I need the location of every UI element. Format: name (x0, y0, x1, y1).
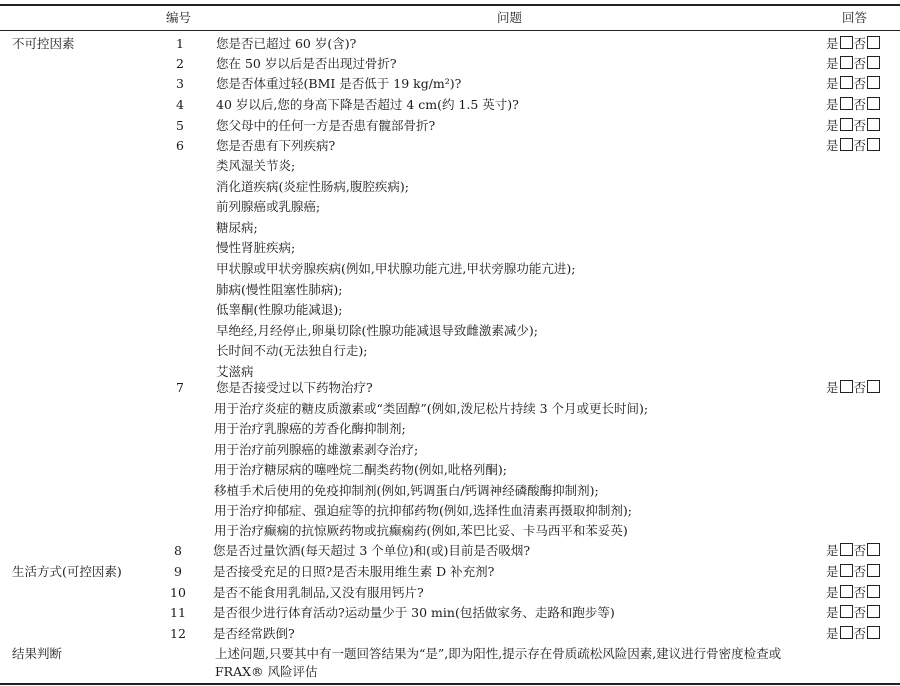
answer-no-label: 否 (853, 564, 867, 579)
answer-choice (826, 541, 881, 561)
answer-yes-label: 是 (826, 56, 839, 71)
yes-checkbox[interactable] (840, 380, 853, 393)
category-result: 结果判断 (12, 646, 63, 661)
disease-item: 消化道疾病(炎症性肠病,腹腔疾病); (216, 178, 409, 194)
header-rule (0, 30, 900, 31)
question-text: 是否接受充足的日照?是否未服用维生素 D 补充剂? (213, 564, 495, 579)
question-number: 4 (176, 97, 184, 112)
category-lifestyle: 生活方式(可控因素) (12, 564, 122, 579)
drug-item: 用于治疗抑郁症、强迫症等的抗抑郁药物(例如,选择性血清素再摄取抑制剂); (214, 503, 632, 518)
answer-no-label: 否 (853, 605, 867, 620)
question-number: 11 (170, 605, 186, 620)
answer-no-label: 否 (853, 380, 867, 395)
answer-no-label: 否 (853, 543, 867, 558)
drug-item: 用于治疗糖尿病的噻唑烷二酮类药物(例如,吡格列酮); (214, 462, 507, 478)
question-number: 3 (176, 76, 184, 91)
question-text: 您是否过量饮酒(每天超过 3 个单位)和(或)目前是否吸烟? (213, 543, 531, 558)
no-checkbox[interactable] (867, 36, 880, 49)
answer-choice (826, 378, 881, 398)
header-number: 编号 (166, 10, 192, 25)
answer-yes-label: 是 (826, 564, 839, 579)
answer-choice (826, 583, 881, 603)
answer-yes-label: 是 (826, 605, 839, 620)
yes-checkbox[interactable] (840, 76, 853, 89)
category-uncontrollable: 不可控因素 (12, 36, 75, 51)
disease-item: 慢性肾脏疾病; (216, 240, 296, 256)
no-checkbox[interactable] (867, 543, 880, 556)
question-number: 12 (170, 626, 186, 641)
question-text: 是否很少进行体育活动?运动量少于 30 min(包括做家务、走路和跑步等) (213, 605, 615, 620)
answer-yes-label: 是 (826, 36, 839, 51)
question-number: 2 (176, 56, 184, 71)
yes-checkbox[interactable] (840, 36, 853, 49)
answer-no-label: 否 (853, 97, 867, 112)
no-checkbox[interactable] (867, 585, 880, 598)
question-number: 10 (170, 585, 186, 600)
answer-choice (826, 34, 881, 54)
answer-choice (826, 95, 881, 115)
answer-no-label: 否 (853, 138, 867, 153)
answer-yes-label: 是 (826, 585, 839, 600)
answer-yes-label: 是 (826, 76, 839, 91)
question-number: 9 (174, 564, 182, 579)
answer-choice (826, 136, 881, 156)
yes-checkbox[interactable] (840, 56, 853, 69)
bottom-rule (0, 683, 900, 685)
question-text: 您是否患有下列疾病? (216, 138, 336, 153)
question-number: 6 (176, 138, 184, 153)
yes-checkbox[interactable] (840, 564, 853, 577)
no-checkbox[interactable] (867, 605, 880, 618)
answer-choice (826, 54, 881, 74)
answer-no-label: 否 (853, 118, 867, 133)
answer-no-label: 否 (853, 626, 867, 641)
drug-item: 移植手术后使用的免疫抑制剂(例如,钙调蛋白/钙调神经磷酸酶抑制剂); (214, 482, 599, 498)
drug-item: 用于治疗前列腺癌的雄激素剥夺治疗; (214, 441, 419, 457)
question-text: 您是否体重过轻(BMI 是否低于 19 kg/m²)? (216, 76, 462, 91)
question-number: 5 (176, 118, 184, 133)
no-checkbox[interactable] (867, 626, 880, 639)
disease-item: 长时间不动(无法独自行走); (216, 343, 368, 359)
answer-choice (826, 624, 881, 644)
question-number: 8 (174, 543, 182, 558)
yes-checkbox[interactable] (840, 97, 853, 110)
question-text: 是否不能食用乳制品,又没有服用钙片? (213, 585, 424, 600)
no-checkbox[interactable] (867, 380, 880, 393)
yes-checkbox[interactable] (840, 605, 853, 618)
drug-item: 用于治疗炎症的糖皮质激素或“类固醇”(例如,泼尼松片持续 3 个月或更长时间); (214, 401, 649, 416)
yes-checkbox[interactable] (840, 543, 853, 556)
answer-no-label: 否 (853, 56, 867, 71)
answer-choice (826, 116, 881, 136)
answer-choice (826, 603, 881, 623)
drug-item: 用于治疗癫痫的抗惊厥药物或抗癫痫药(例如,苯巴比妥、卡马西平和苯妥英) (214, 523, 628, 539)
disease-item: 早绝经,月经停止,卵巢切除(性腺功能减退导致雌激素减少); (216, 322, 538, 338)
yes-checkbox[interactable] (840, 585, 853, 598)
header-question: 问题 (497, 10, 523, 25)
disease-item: 甲状腺或甲状旁腺疾病(例如,甲状腺功能亢进,甲状旁腺功能亢进); (216, 261, 576, 276)
result-text-line2: FRAX® 风险评估 (215, 664, 318, 679)
question-text: 40 岁以后,您的身高下降是否超过 4 cm(约 1.5 英寸)? (216, 97, 519, 112)
disease-item: 艾滋病 (216, 364, 254, 379)
yes-checkbox[interactable] (840, 118, 853, 131)
answer-choice (826, 562, 881, 582)
question-text: 您父母中的任何一方是否患有髋部骨折? (216, 118, 436, 133)
disease-item: 类风湿关节炎; (216, 158, 296, 173)
answer-yes-label: 是 (826, 97, 839, 112)
question-number: 1 (176, 36, 184, 51)
disease-item: 前列腺癌或乳腺癌; (216, 199, 321, 215)
no-checkbox[interactable] (867, 564, 880, 577)
question-text: 您在 50 岁以后是否出现过骨折? (216, 56, 397, 71)
disease-item: 糖尿病; (216, 219, 258, 235)
answer-no-label: 否 (853, 36, 867, 51)
no-checkbox[interactable] (867, 118, 880, 131)
disease-item: 肺病(慢性阻塞性肺病); (216, 281, 343, 297)
question-number: 7 (176, 380, 184, 395)
answer-no-label: 否 (853, 585, 867, 600)
yes-checkbox[interactable] (840, 138, 853, 151)
question-text: 您是否已超过 60 岁(含)? (216, 36, 357, 51)
answer-yes-label: 是 (826, 380, 839, 395)
answer-yes-label: 是 (826, 626, 839, 641)
result-text-line1: 上述问题,只要其中有一题回答结果为“是”,即为阳性,提示存在骨质疏松风险因素,建议进行骨密度检查或 (215, 646, 782, 661)
question-text: 您是否接受过以下药物治疗? (216, 380, 373, 395)
no-checkbox[interactable] (867, 56, 880, 69)
answer-yes-label: 是 (826, 118, 839, 133)
disease-item: 低睾酮(性腺功能减退); (216, 302, 343, 318)
answer-choice (826, 74, 881, 94)
header-answer: 回答 (842, 10, 868, 25)
yes-checkbox[interactable] (840, 626, 853, 639)
no-checkbox[interactable] (867, 76, 880, 89)
no-checkbox[interactable] (867, 97, 880, 110)
no-checkbox[interactable] (867, 138, 880, 151)
answer-yes-label: 是 (826, 543, 839, 558)
answer-yes-label: 是 (826, 138, 839, 153)
question-text: 是否经常跌倒? (213, 626, 295, 641)
drug-item: 用于治疗乳腺癌的芳香化酶抑制剂; (214, 421, 406, 437)
answer-no-label: 否 (853, 76, 867, 91)
top-rule (0, 4, 900, 6)
